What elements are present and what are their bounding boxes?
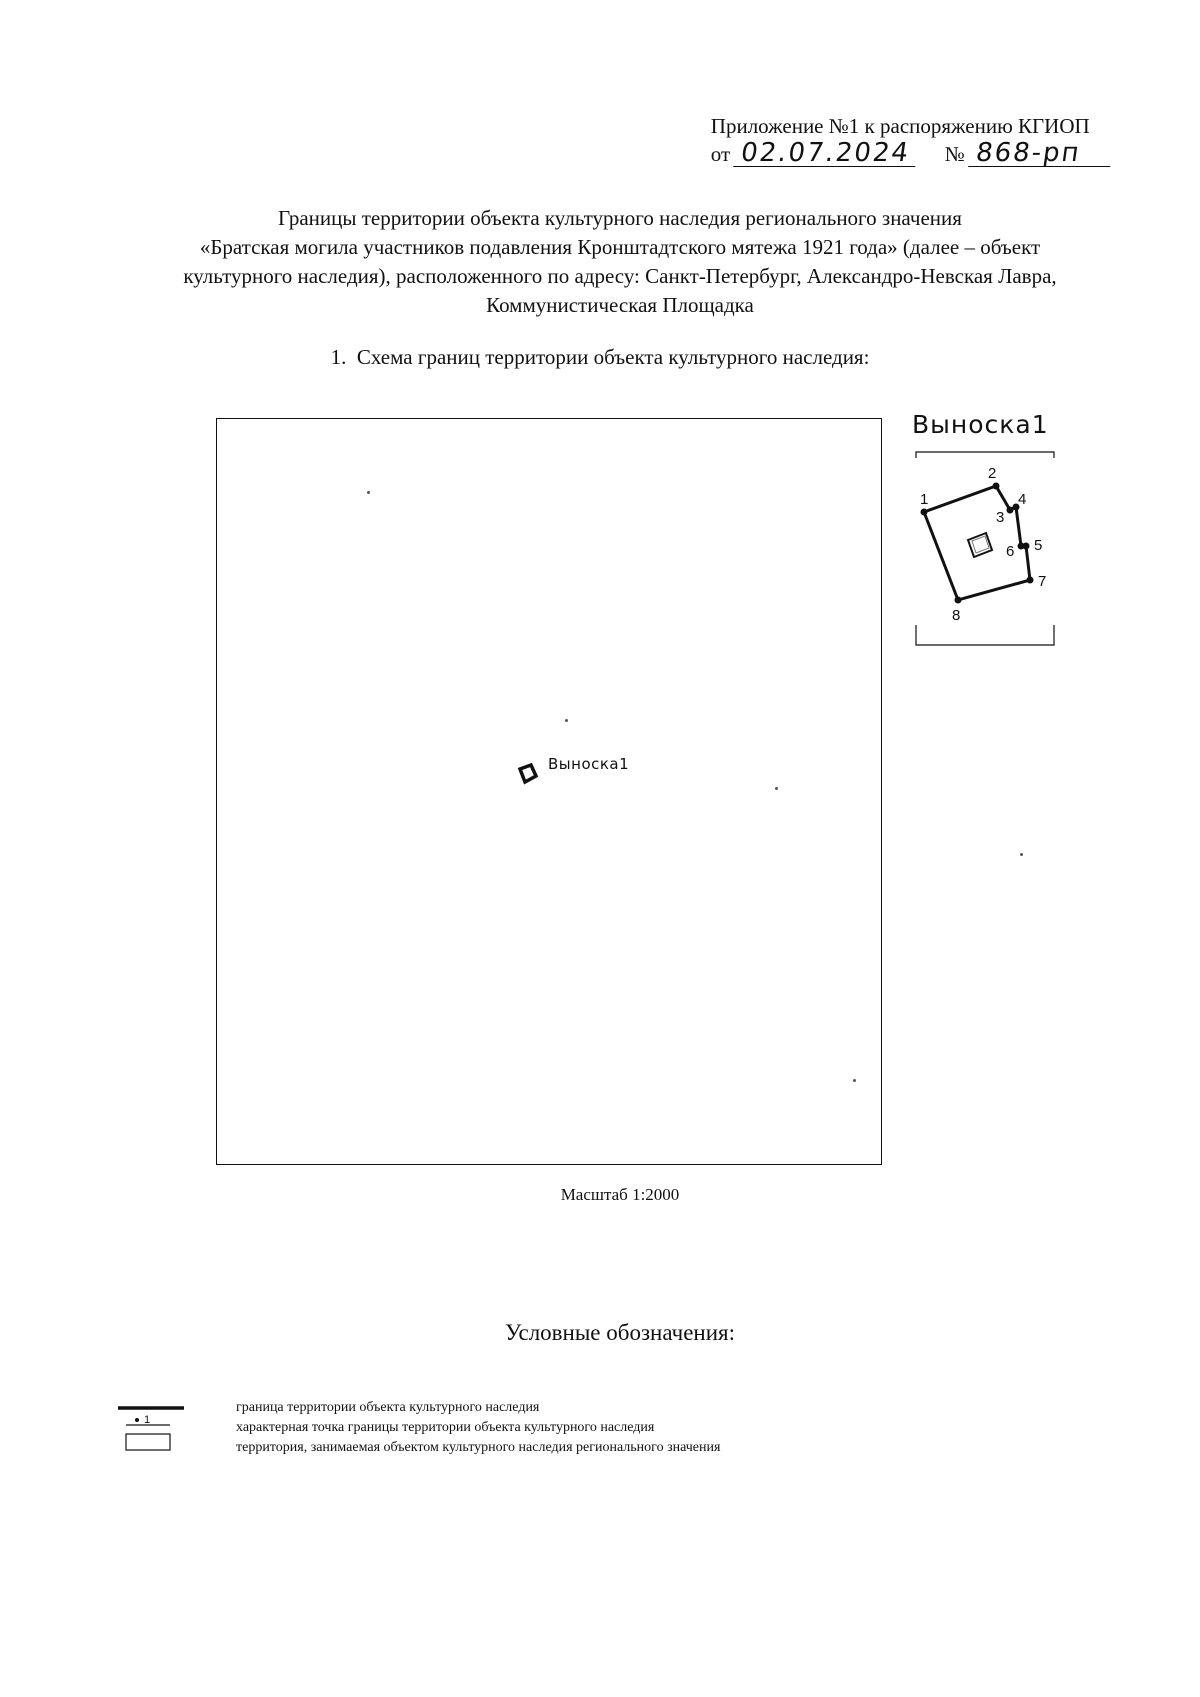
legend-point-number: 1 bbox=[144, 1414, 151, 1426]
point-label-6: 6 bbox=[1006, 543, 1015, 560]
legend-item-territory: территория, занимаемая объектом культурного наследия регионального значения bbox=[236, 1440, 721, 1455]
page-speck bbox=[1020, 853, 1023, 856]
map-marker-label: Выноска1 bbox=[548, 755, 630, 773]
section-heading bbox=[0, 345, 1200, 370]
appendix-reference: Приложение №1 к распоряжению КГИОП bbox=[710, 114, 1090, 138]
scheme-map-frame bbox=[216, 418, 882, 1165]
map-speck bbox=[775, 787, 778, 790]
legend-symbols bbox=[116, 1400, 186, 1460]
callout-scheme bbox=[910, 450, 1060, 650]
date-prefix: от bbox=[710, 142, 731, 166]
legend-item-boundary: граница территории объекта культурного наследия bbox=[236, 1400, 540, 1415]
document-header bbox=[711, 112, 1112, 172]
section-text: Схема границ территории объекта культурного наследия: bbox=[356, 345, 870, 369]
title-line-4: Коммунистическая Площадка bbox=[486, 293, 754, 317]
title-line-3: культурного наследия), расположенного по адресу: Санкт-Петербург, Александро-Невская Лавра, bbox=[183, 264, 1057, 288]
map-speck bbox=[565, 719, 568, 722]
order-date-number bbox=[711, 140, 1112, 172]
legend-point-dot bbox=[135, 1418, 139, 1422]
point-label-3: 3 bbox=[996, 509, 1005, 526]
document-title bbox=[100, 204, 1140, 320]
title-line-1: Границы территории объекта культурного наследия регионального значения bbox=[278, 206, 962, 230]
section-number: 1. bbox=[330, 345, 347, 369]
map-speck bbox=[367, 491, 370, 494]
map-scale: Масштаб 1:2000 bbox=[560, 1185, 680, 1204]
point-label-4: 4 bbox=[1018, 491, 1027, 508]
legend-item-point: характерная точка границы территории объекта культурного наследия bbox=[236, 1420, 655, 1435]
object-marker-icon bbox=[517, 763, 539, 785]
handwritten-date: 02.07.2024 bbox=[734, 140, 920, 167]
legend-title: Условные обозначения: bbox=[504, 1320, 736, 1345]
title-line-2: «Братская могила участников подавления Кронштадтского мятежа 1921 года» (далее – объект bbox=[199, 235, 1041, 259]
point-label-7: 7 bbox=[1038, 573, 1047, 590]
handwritten-number: 868-рп bbox=[968, 140, 1114, 167]
legend-territory-rect bbox=[126, 1434, 170, 1450]
callout-title: Выноска1 bbox=[912, 410, 1049, 439]
point-label-5: 5 bbox=[1034, 537, 1043, 554]
point-label-1: 1 bbox=[920, 491, 929, 508]
point-label-2: 2 bbox=[988, 465, 997, 482]
number-prefix: № bbox=[944, 142, 965, 166]
map-speck bbox=[853, 1079, 856, 1082]
point-label-8: 8 bbox=[952, 607, 961, 624]
